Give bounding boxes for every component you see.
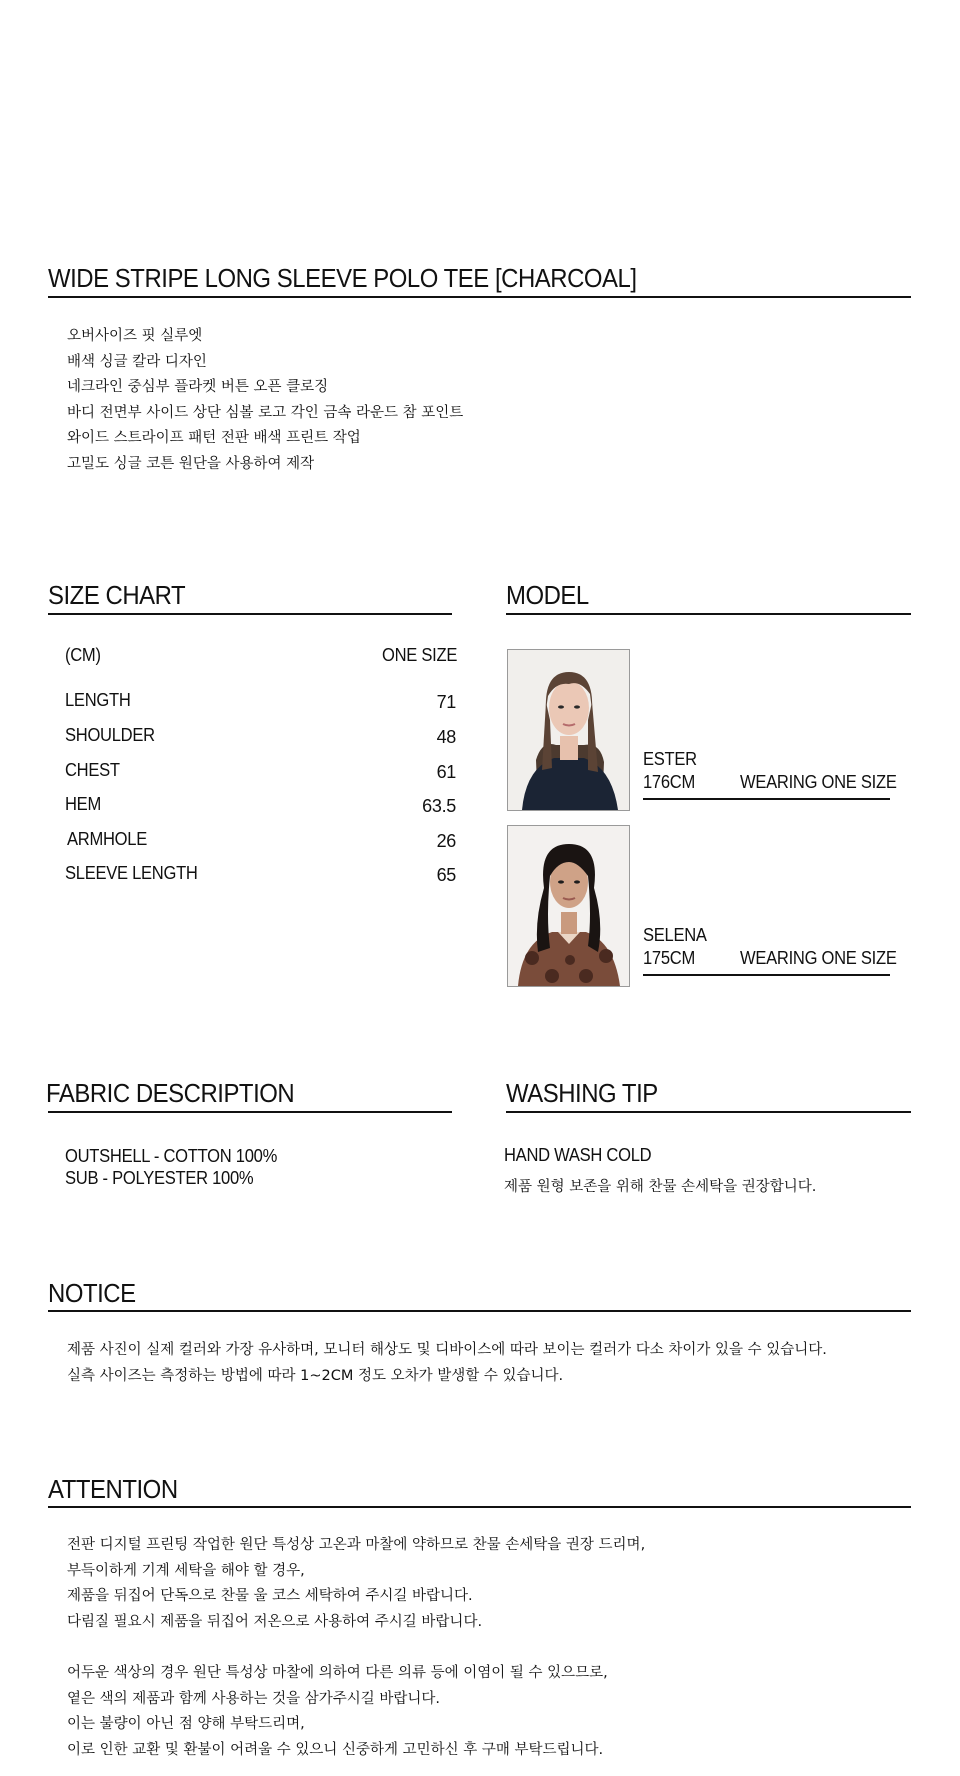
size-row-value: 48: [436, 727, 456, 747]
attention-line: 다림질 필요시 제품을 뒤집어 저온으로 사용하여 주시길 바랍니다.: [67, 1613, 483, 1630]
washing-tip: HAND WASH COLD: [504, 1145, 652, 1165]
washing-note: 제품 원형 보존을 위해 찬물 손세탁을 권장합니다.: [504, 1179, 817, 1195]
model-name: SELENA: [643, 925, 707, 945]
attention-line: 어두운 색상의 경우 원단 특성상 마찰에 의하여 다른 의류 등에 이염이 될 수 있으므로,: [67, 1665, 608, 1681]
size-row-value: 26: [436, 831, 456, 851]
model-divider: [643, 798, 890, 800]
attention-line: 제품을 뒤집어 단독으로 찬물 울 코스 세탁하여 주시길 바랍니다.: [67, 1588, 473, 1604]
size-row-value: 63.5: [422, 796, 456, 816]
size-label: ONE SIZE: [382, 645, 458, 665]
model-divider: [643, 974, 890, 976]
washing-heading: WASHING TIP: [506, 1078, 658, 1108]
washing-divider: [506, 1111, 911, 1113]
size-row-label: CHEST: [65, 760, 120, 780]
model-divider: [506, 613, 911, 615]
attention-line: 이는 불량이 아닌 점 양해 부탁드리며,: [67, 1716, 305, 1732]
size-row-value: 61: [436, 762, 456, 782]
feature-item: 와이드 스트라이프 패턴 전판 배색 프린트 작업: [67, 430, 361, 446]
attention-line: 전판 디지털 프린팅 작업한 원단 특성상 고온과 마찰에 약하므로 찬물 손세탁을 권장 드리며,: [67, 1537, 646, 1553]
size-row-label: LENGTH: [65, 690, 131, 710]
model-height: 176CM: [643, 772, 696, 792]
model-photo: [507, 825, 630, 987]
fabric-line: SUB - POLYESTER 100%: [65, 1168, 254, 1188]
attention-line: 이로 인한 교환 및 환불이 어려울 수 있으니 신중하게 고민하신 후 구매 부탁드립니다.: [67, 1741, 604, 1758]
size-row-label: ARMHOLE: [67, 829, 147, 849]
notice-list: [67, 1338, 827, 1389]
model-height: 175CM: [643, 948, 696, 968]
size-chart-heading: SIZE CHART: [48, 580, 186, 610]
notice-line: 제품 사진이 실제 컬러와 가장 유사하며, 모니터 해상도 및 디바이스에 따라 보이는 컬러가 다소 차이가 있을 수 있습니다.: [67, 1342, 827, 1358]
model-photo: [507, 649, 630, 811]
size-chart-divider: [48, 613, 452, 615]
size-row-value: 71: [436, 692, 456, 712]
size-row-label: SLEEVE LENGTH: [65, 863, 198, 883]
feature-list: [67, 324, 463, 477]
attention-paragraph-2: [67, 1661, 608, 1763]
fabric-line: OUTSHELL - COTTON 100%: [65, 1146, 278, 1166]
size-row-label: SHOULDER: [65, 725, 155, 745]
unit-label: (CM): [65, 645, 101, 665]
feature-item: 고밀도 싱글 코튼 원단을 사용하여 제작: [67, 455, 315, 472]
attention-line: 옅은 색의 제품과 함께 사용하는 것을 삼가주시길 바랍니다.: [67, 1690, 441, 1707]
title-divider: [48, 296, 911, 298]
model-wearing: WEARING ONE SIZE: [740, 948, 897, 968]
attention-divider: [48, 1506, 911, 1508]
attention-heading: ATTENTION: [48, 1474, 178, 1504]
size-row-value: 65: [436, 865, 456, 885]
notice-line: 실측 사이즈는 측정하는 방법에 따라 1~2CM 정도 오차가 발생할 수 있습니다.: [67, 1367, 564, 1384]
feature-item: 바디 전면부 사이드 상단 심볼 로고 각인 금속 라운드 참 포인트: [67, 404, 464, 421]
model-heading: MODEL: [506, 580, 589, 610]
size-row-label: HEM: [65, 794, 101, 814]
feature-item: 오버사이즈 핏 실루엣: [67, 328, 203, 344]
fabric-divider: [48, 1111, 452, 1113]
model-wearing: WEARING ONE SIZE: [740, 772, 897, 792]
feature-item: 네크라인 중심부 플라켓 버튼 오픈 클로징: [67, 379, 329, 395]
fabric-heading: FABRIC DESCRIPTION: [46, 1078, 295, 1108]
notice-divider: [48, 1310, 911, 1312]
attention-line: 부득이하게 기계 세탁을 해야 할 경우,: [67, 1562, 305, 1579]
feature-item: 배색 싱글 칼라 디자인: [67, 353, 207, 370]
product-title: WIDE STRIPE LONG SLEEVE POLO TEE [CHARCOAL]: [48, 263, 637, 293]
attention-paragraph-1: [67, 1533, 645, 1635]
model-name: ESTER: [643, 749, 697, 769]
notice-heading: NOTICE: [48, 1278, 136, 1308]
